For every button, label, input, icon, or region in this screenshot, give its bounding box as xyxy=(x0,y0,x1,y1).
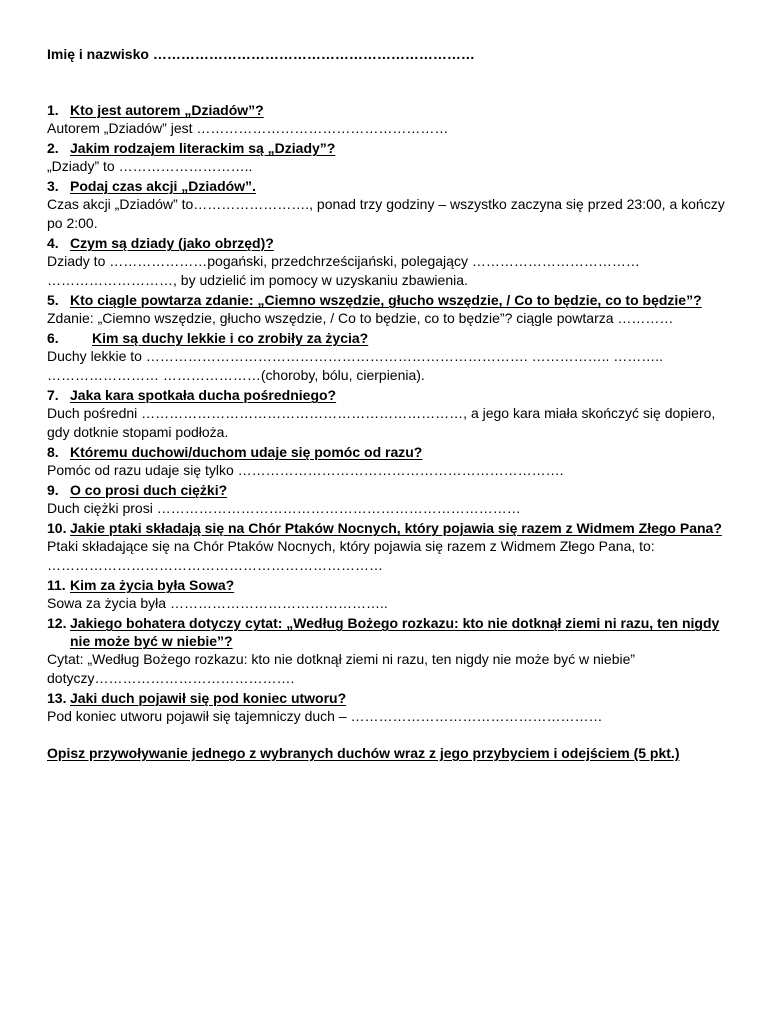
answer-line: Sowa za życia była ……………………………………….. xyxy=(47,595,388,611)
question-number: 8. xyxy=(47,444,59,460)
question-text: Kim za życia była Sowa? xyxy=(70,577,235,593)
question-text: O co prosi duch ciężki? xyxy=(70,482,228,498)
question-number: 6. xyxy=(47,330,59,346)
question-item-13 xyxy=(47,689,737,726)
answer-line: Duch pośredni ……………………………………………………………, a jego kara miała skończyć się dopiero, gdy dotknie stopami podłoża. xyxy=(47,405,716,440)
answer-line: Duchy lekkie to ………………………………………………………………………. …………….. ……….. …………………… …………………(choroby, bólu, cierpienia). xyxy=(47,348,664,383)
answer-line: Pod koniec utworu pojawił się tajemniczy duch – ……………………………………………… xyxy=(47,708,603,724)
question-text: Jakie ptaki składają się na Chór Ptaków Nocnych, który pojawia się razem z Widmem Złego Pana? xyxy=(70,520,722,536)
question-text: Czym są dziady (jako obrzęd)? xyxy=(70,235,274,251)
question-text: Podaj czas akcji „Dziadów”. xyxy=(70,178,256,194)
question-item-9 xyxy=(47,481,737,518)
question-number: 7. xyxy=(47,387,59,403)
question-item-12 xyxy=(47,614,737,688)
question-number: 3. xyxy=(47,178,59,194)
question-item-11 xyxy=(47,576,737,613)
question-number: 1. xyxy=(47,102,59,118)
question-list xyxy=(47,101,737,726)
spacer xyxy=(47,64,737,101)
question-item-4 xyxy=(47,234,737,290)
question-text: Jaki duch pojawił się pod koniec utworu? xyxy=(70,690,347,706)
question-text: Jaka kara spotkała ducha pośredniego? xyxy=(70,387,337,403)
question-text: Kto ciągle powtarza zdanie: „Ciemno wszędzie, głucho wszędzie, / Co to będzie, co to będzie”? xyxy=(70,292,702,308)
answer-line: Autorem „Dziadów” jest ……………………………………………… xyxy=(47,120,449,136)
answer-line: Ptaki składające się na Chór Ptaków Nocnych, który pojawia się razem z Widmem Złego Pana, to: ……………………………………………………………… xyxy=(47,538,655,573)
question-text: Kim są duchy lekkie i co zrobiły za życia? xyxy=(92,330,369,346)
question-number: 12. xyxy=(47,615,67,631)
question-text: Jakim rodzajem literackim są „Dziady”? xyxy=(70,140,336,156)
question-item-2 xyxy=(47,139,737,176)
answer-line: Dziady to …………………pogański, przedchrześcijański, polegający ……………………………… ………………………, by udzielić im pomocy w uzyskaniu zbawienia. xyxy=(47,253,640,288)
question-text: Kto jest autorem „Dziadów”? xyxy=(70,102,264,118)
question-number: 11. xyxy=(47,577,66,593)
name-field-label: Imię i nazwisko …………………………………………………………… xyxy=(47,46,475,62)
question-number: 2. xyxy=(47,140,59,156)
question-number: 13. xyxy=(47,690,67,706)
question-item-5 xyxy=(47,291,737,328)
answer-line: Duch ciężki prosi …………………………………………………………………… xyxy=(47,500,521,516)
answer-line: Czas akcji „Dziadów” to……………………., ponad trzy godziny – wszystko zaczyna się przed 23:00, a kończy po 2:00. xyxy=(47,196,725,231)
answer-line: Cytat: „Według Bożego rozkazu: kto nie dotknął ziemi ni razu, ten nigdy nie może być w niebie” dotyczy……………………………………. xyxy=(47,651,636,686)
question-text: Któremu duchowi/duchom udaje się pomóc od razu? xyxy=(70,444,423,460)
answer-line: Pomóc od razu udaje się tylko ……………………………………………………………. xyxy=(47,462,564,478)
question-item-10 xyxy=(47,519,737,575)
question-item-1 xyxy=(47,101,737,138)
question-item-7 xyxy=(47,386,737,442)
question-number: 4. xyxy=(47,235,59,251)
answer-line: „Dziady” to ……………………….. xyxy=(47,158,253,174)
question-item-6 xyxy=(47,329,737,385)
answer-line: Zdanie: „Ciemno wszędzie, głucho wszędzie, / Co to będzie, co to będzie”? ciągle powtarza ………… xyxy=(47,310,674,326)
question-number: 10. xyxy=(47,520,67,536)
worksheet xyxy=(47,44,737,776)
question-item-8 xyxy=(47,443,737,480)
question-item-3 xyxy=(47,177,737,233)
question-text: Jakiego bohatera dotyczy cytat: „Według Bożego rozkazu: kto nie dotknął ziemi ni razu, ten nigdy nie może być w niebie”? xyxy=(70,615,720,649)
question-number: 9. xyxy=(47,482,59,498)
final-task: Opisz przywoływanie jednego z wybranych duchów wraz z jego przybyciem i odejściem (5 pkt.) xyxy=(47,745,680,761)
question-number: 5. xyxy=(47,292,59,308)
